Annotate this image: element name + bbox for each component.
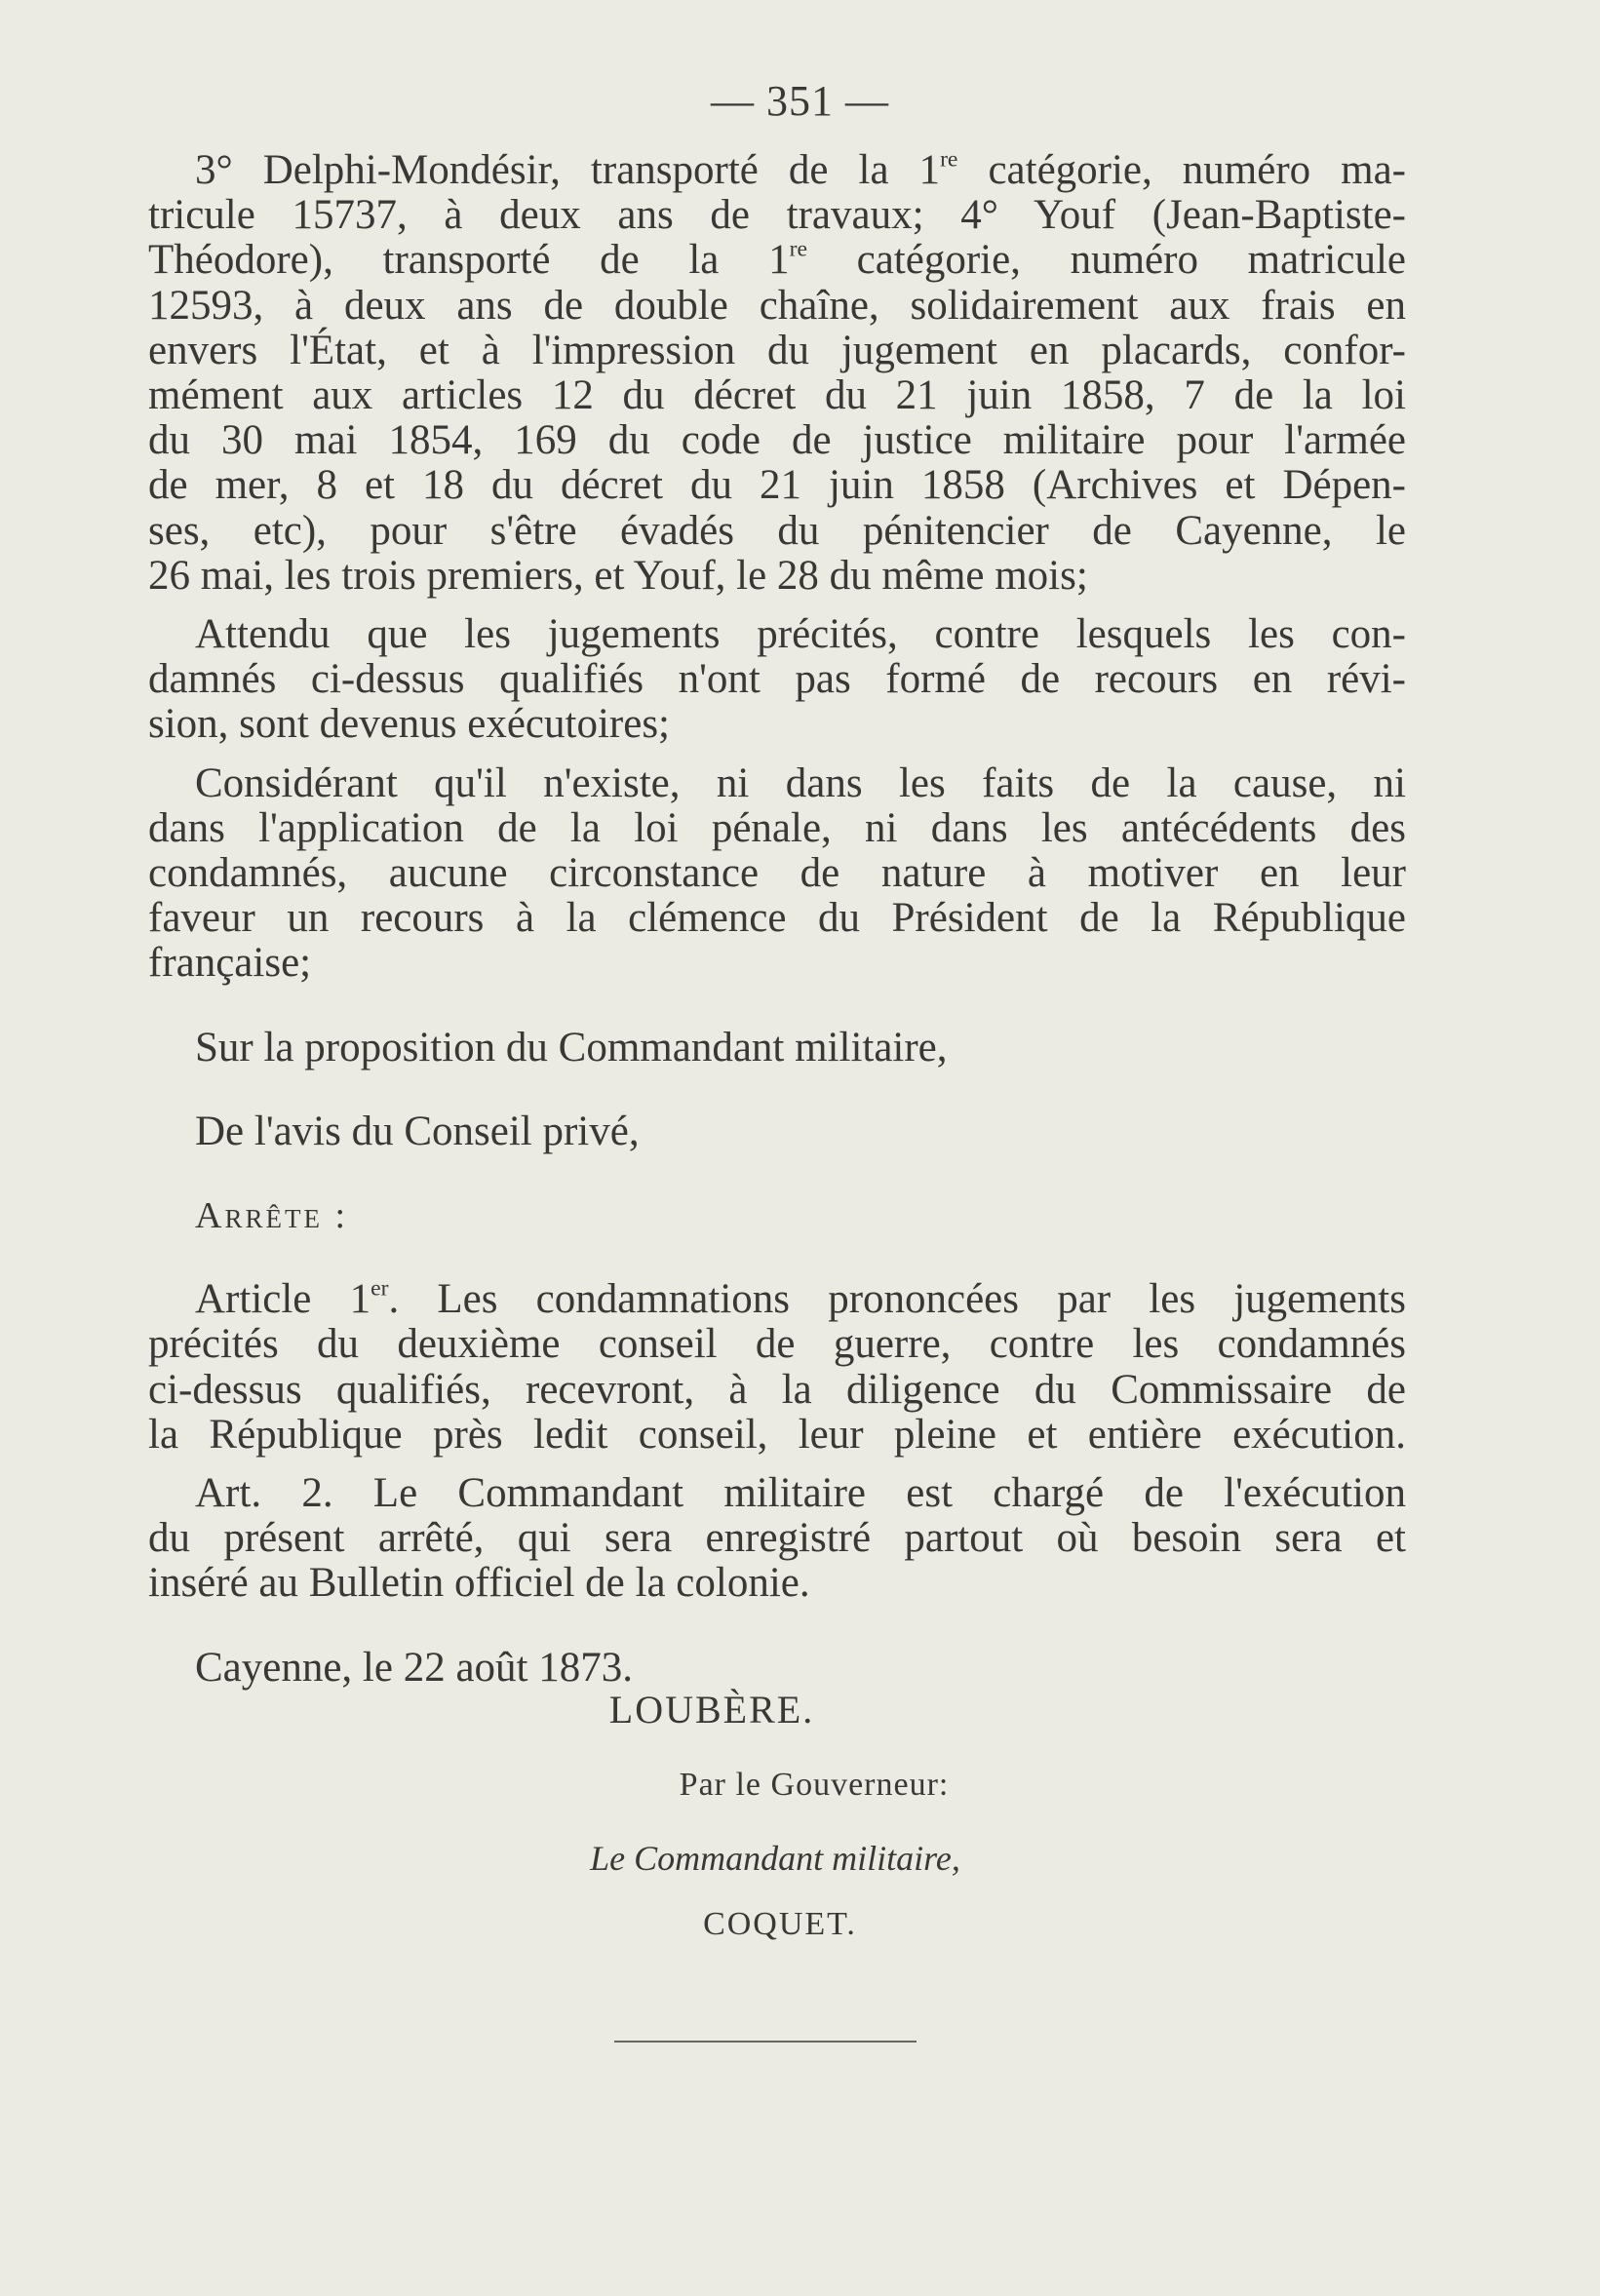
signature-name: LOUBÈRE. — [608, 1688, 815, 1732]
text-line: dans l'application de la loi pénale, ni dans les antécédents des — [148, 804, 1406, 851]
arrete-label: Arrête : — [195, 1195, 348, 1237]
paragraph-3 — [148, 761, 1406, 987]
spacer — [148, 1000, 1406, 1026]
signature-name-2: COQUET. — [703, 1906, 857, 1942]
text-line: sion, sont devenus exécutoires; — [148, 701, 671, 748]
text-line: faveur un recours à la clémence du Président de la République — [148, 895, 1406, 942]
signature-role: Le Commandant militaire, — [590, 1839, 960, 1878]
text-line: inséré au Bulletin officiel de la colonie. — [148, 1560, 810, 1607]
text-line: Théodore), transporté de la 1re catégorie, numéro matricule — [148, 236, 1406, 284]
paragraph-4 — [148, 1026, 1406, 1070]
text-line: 26 mai, les trois premiers, et Youf, le 28 du même mois; — [148, 552, 1088, 599]
spacer — [148, 1252, 1406, 1277]
text-line: Considérant qu'il n'existe, ni dans les faits de la cause, ni — [195, 759, 1406, 806]
text-line: 3° Delphi-Mondésir, transporté de la 1re catégorie, numéro ma- — [195, 146, 1407, 193]
signature-by-line: Par le Gouverneur: — [679, 1767, 950, 1803]
spacer — [148, 1168, 1406, 1193]
text-line: ci-dessus qualifiés, recevront, à la diligence du Commissaire de — [148, 1366, 1406, 1413]
article-1 — [148, 1277, 1406, 1458]
text-line: condamnés, aucune circonstance de nature à motiver en leur — [148, 850, 1406, 897]
text-line: Art. 2. Le Commandant militaire est chargé de l'exécution — [195, 1470, 1406, 1517]
decree-heading — [148, 1193, 1406, 1238]
text-line: de mer, 8 et 18 du décret du 21 juin 1858 (Archives et Dépen- — [148, 462, 1406, 509]
paragraph-5 — [148, 1109, 1406, 1154]
spacer — [148, 1620, 1406, 1646]
text-line: 12593, à deux ans de double chaîne, solidairement aux frais en — [148, 282, 1406, 329]
text-line: mément aux articles 12 du décret du 21 juin 1858, 7 de la loi — [148, 372, 1406, 419]
spacer — [148, 1084, 1406, 1109]
text-line: la République près ledit conseil, leur pleine et entière exécution. — [148, 1411, 1406, 1458]
paragraph-1 — [148, 148, 1406, 599]
text-line: envers l'État, et à l'impression du jugement en placards, confor- — [148, 327, 1406, 373]
text-line: ses, etc), pour s'être évadés du pénitencier de Cayenne, le — [148, 507, 1406, 554]
page-number: — 351 — — [711, 77, 889, 125]
text-line: du présent arrêté, qui sera enregistré partout où besoin sera et — [148, 1515, 1406, 1562]
text-line: française; — [148, 940, 312, 987]
text-line: Article 1er. Les condamnations prononcées par les jugements — [195, 1275, 1406, 1323]
closing-rule — [614, 2041, 917, 2043]
text-line: tricule 15737, à deux ans de travaux; 4° Youf (Jean-Baptiste- — [148, 192, 1406, 239]
text-line: du 30 mai 1854, 169 du code de justice militaire pour l'armée — [148, 417, 1406, 464]
body-text — [148, 148, 1406, 1704]
paragraph-2 — [148, 612, 1406, 748]
text-line: damnés ci-dessus qualifiés n'ont pas formé de recours en révi- — [148, 656, 1406, 703]
text-line: Attendu que les jugements précités, contre lesquels les con- — [195, 611, 1406, 658]
text-line: De l'avis du Conseil privé, — [195, 1108, 640, 1154]
date-line — [148, 1646, 1406, 1691]
article-2 — [148, 1471, 1406, 1607]
text-line: Cayenne, le 22 août 1873. — [195, 1644, 634, 1691]
text-line: précités du deuxième conseil de guerre, contre les condamnés — [148, 1321, 1406, 1368]
text-line: Sur la proposition du Commandant militaire, — [195, 1024, 948, 1070]
